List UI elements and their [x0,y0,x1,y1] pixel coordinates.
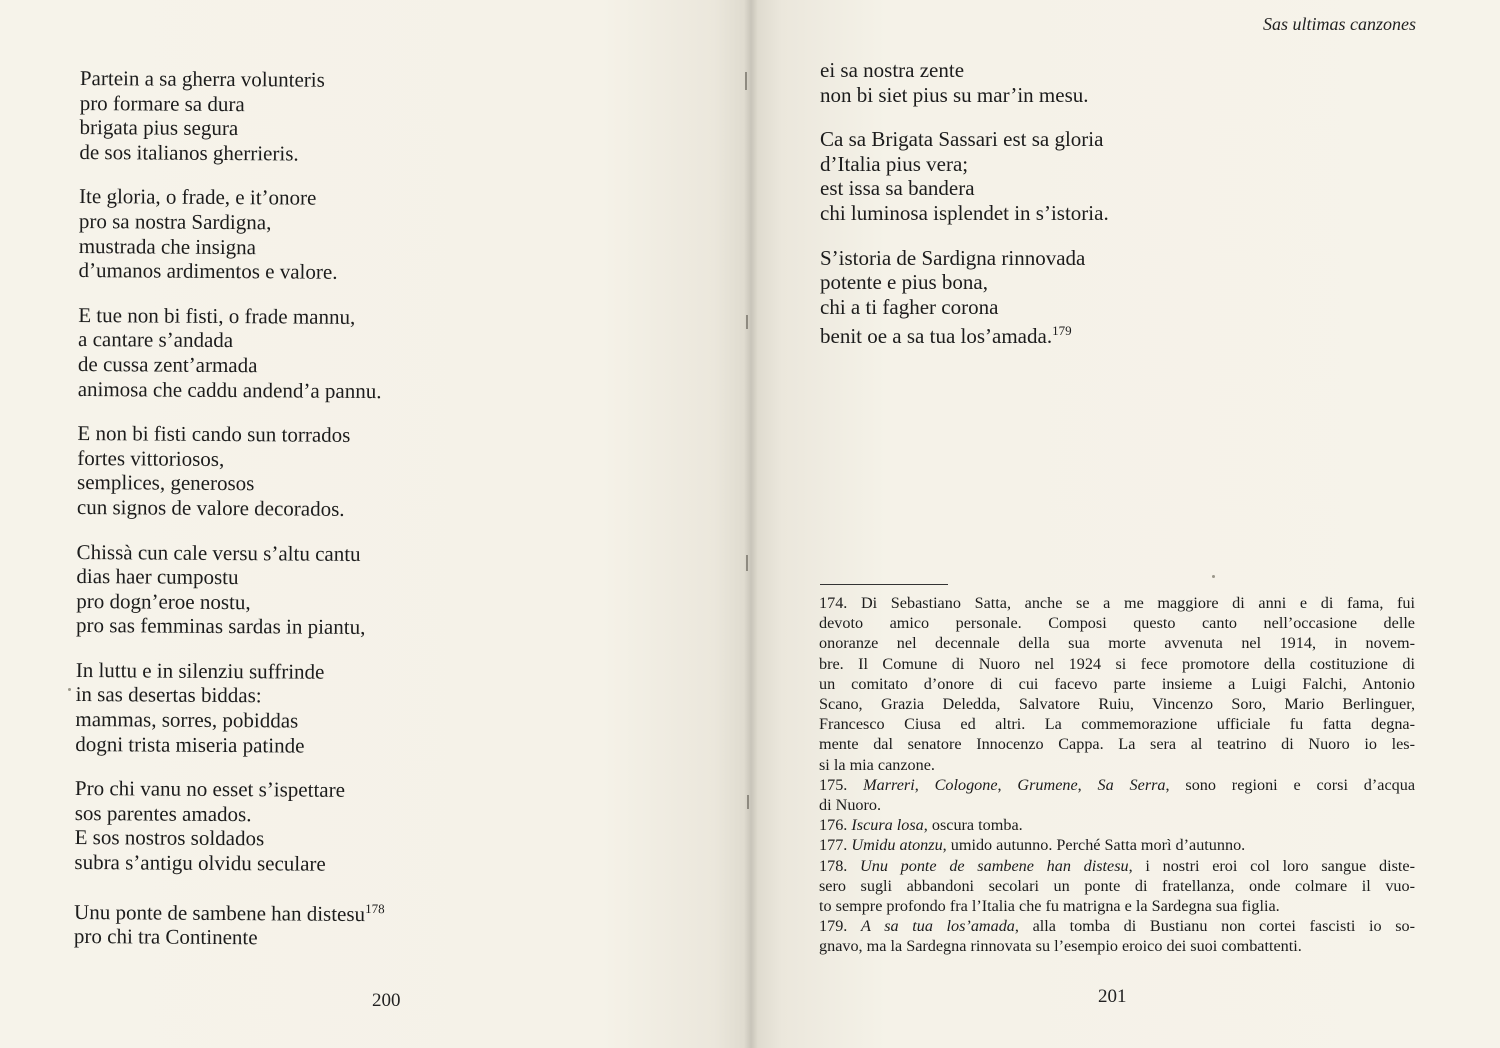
binding-thread-mark [745,72,747,90]
stanza [76,539,677,642]
footnote-line: si la mia canzone. [819,755,935,774]
footnote-line: di Nuoro. [819,796,882,815]
stanza [74,895,674,953]
poem-right [820,58,1380,369]
book-gutter [744,0,758,1048]
verse-line: potente e pius bona, [820,270,988,295]
verse-line: sos parentes amados. [74,800,252,827]
verse-line: non bi siet pius su mar’in mesu. [820,82,1089,107]
binding-thread-mark [746,315,748,329]
footnote-term: A sa tua los’amada [860,917,1015,936]
stanza [820,127,1380,225]
verse-line: Ca sa Brigata Sassari est sa gloria [820,127,1104,152]
footnote-number: 175. [819,775,848,794]
verse-line: ei sa nostra zente [820,58,965,82]
footnote-line: Scano, Grazia Deledda, Salvatore Ruiu, Vincenzo Soro, Mario Berlinguer, [819,695,1415,714]
stanza [820,246,1380,349]
verse-line: dias haer cumpostu [76,564,239,590]
footnote-line [819,775,1415,795]
verse-line: pro sas femminas sardas in piantu, [76,613,366,640]
verse-line: d’Italia pius vera; [820,151,969,176]
verse-line: E non bi fisti cando sun torrados [77,421,351,448]
footnote-rule [820,584,948,585]
verse-line: chi luminosa isplendet in s’istoria. [820,200,1109,225]
footnote-text: , oscura tomba. [923,816,1023,835]
footnote-line: sero sugli abbandoni secolari un ponte di fratellanza, onde colmare il vuo- [819,876,1415,895]
stanza [75,658,676,761]
verse-line: de cussa zent’armada [77,351,258,378]
stanza [79,66,680,169]
footnote-line [819,835,1415,855]
footnote-177 [819,835,1415,855]
stanza [820,58,1380,107]
footnote-term: Umidu atonzu [851,836,943,855]
page-number-left: 200 [372,990,401,1011]
verse-line: Chissà cun cale versu s’altu cantu [76,539,361,566]
footnote-line [819,856,1415,876]
footnote-line: mente dal senatore Innocenzo Cappa. La sera al teatrino di Nuoro io les- [819,735,1415,754]
footnote-term: Grumene [1017,775,1078,794]
verse-line: pro formare sa dura [79,90,245,116]
footnote-line: to sempre profondo fra l’Italia che fu matrigna e la Sardegna sua figlia. [819,897,1280,916]
verse-line: In luttu e in silenziu suffrinde [75,657,325,684]
verse-line: a cantare s’andada [78,327,234,353]
verse-line: dogni trista miseria patinde [75,731,305,758]
verse-line: pro sa nostra Sardigna, [78,208,272,235]
verse-line [74,895,674,929]
footnote-178 [819,856,1415,917]
footnotes [819,593,1415,957]
verse-line: Ite gloria, o frade, e it’onore [79,184,317,211]
verse-text: benit oe a sa tua los’amada. [820,324,1053,349]
verse-line: S’istoria de Sardigna rinnovada [820,245,1086,270]
verse-line: est issa sa bandera [820,176,975,201]
poem-left [74,66,680,973]
footnote-text: , umido autunno. Perché Satta morì d’autunno. [942,836,1246,855]
footnote-line: Francesco Ciusa ed altri. La commemorazione ufficiale fu fatta degna- [819,715,1415,734]
footnote-line: devoto amico personale. Composi questo canto nell’occasione delle [819,614,1415,633]
footnote-number: 179. [819,917,848,936]
footnote-number: 176. [819,816,848,835]
footnote-176 [819,815,1415,835]
paper-speck [68,688,71,691]
footnote-174 [819,593,1415,775]
footnote-text: , sono regioni e corsi d’acqua [1165,775,1416,794]
verse-line: Pro chi vanu no esset s’ispettare [74,776,346,803]
footnote-number: 178. [819,856,848,875]
verse-line: in sas desertas biddas: [75,682,262,708]
footnote-text: , alla tomba di Bustianu non cortei fascisti io so- [1014,917,1415,936]
verse-line: mustrada che insigna [78,233,257,259]
footnote-line: 174. Di Sebastiano Satta, anche se a me maggiore di anni e di fama, fui [819,594,1415,612]
verse-line: semplices, generosos [77,470,255,496]
footnote-number: 177. [819,836,848,855]
footnote-term: Cologone [934,775,998,794]
binding-thread-mark [747,795,749,809]
footnote-175 [819,775,1415,815]
footnote-term: Marreri [863,775,915,794]
verse-line: subra s’antigu olvidu seculare [74,850,326,876]
verse-line: Partein a sa gherra volunteris [79,66,325,92]
separator: , [1077,775,1098,794]
separator: , [997,775,1018,794]
stanza [78,184,679,287]
verse-line: E tue non bi fisti, o frade mannu, [78,302,356,329]
binding-thread-mark [746,555,748,571]
stanza [77,421,678,524]
verse-line: d’umanos ardimentos e valore. [78,258,338,284]
verse-line: mammas, sorres, pobiddas [75,707,299,733]
verse-line: cun signos de valore decorados. [76,494,345,521]
verse-line: de sos italianos gherrieris. [79,139,299,166]
footnote-ref-179[interactable]: 179 [1052,323,1072,339]
verse-line: chi a ti fagher corona [820,294,999,319]
footnote-term: Iscura losa [851,816,924,835]
footnote-text: , i nostri eroi col loro sangue diste- [1128,856,1415,875]
verse-line: pro dogn’eroe nostu, [76,588,251,614]
verse-line: animosa che caddu andend’a pannu. [77,376,382,403]
verse-line: fortes vittoriosos, [77,445,225,471]
footnote-term: Unu ponte de sambene han distesu [860,856,1129,875]
footnote-line: un comitato d’onore di cui facevo parte insieme a Luigi Falchi, Antonio [819,674,1415,693]
footnote-line [819,916,1415,936]
verse-line: E sos nostros soldados [74,825,265,851]
footnote-179 [819,916,1415,956]
right-page [752,0,1500,1048]
running-head: Sas ultimas canzones [1263,14,1416,34]
footnote-term: Sa Serra [1097,775,1166,794]
paper-speck [1212,575,1215,578]
footnote-ref-178[interactable]: 178 [365,900,385,916]
footnote-line [819,815,1415,835]
stanza [74,776,675,879]
verse-line: brigata pius segura [79,115,239,141]
footnote-line: gnavo, ma la Sardegna rinnovata su l’esempio eroico dei suoi combattenti. [819,937,1302,956]
verse-line [820,319,1380,349]
verse-line: pro chi tra Continente [73,924,258,950]
page-number-right: 201 [1098,986,1127,1007]
footnote-line: onoranze nel decennale della sua morte avvenuta nel 1914, in novem- [819,634,1415,653]
footnote-line: bre. Il Comune di Nuoro nel 1924 si fece promotore della costituzione di [819,654,1415,673]
stanza [78,303,679,406]
verse-text: Unu ponte de sambene han distesu [74,899,366,926]
separator: , [914,775,935,794]
